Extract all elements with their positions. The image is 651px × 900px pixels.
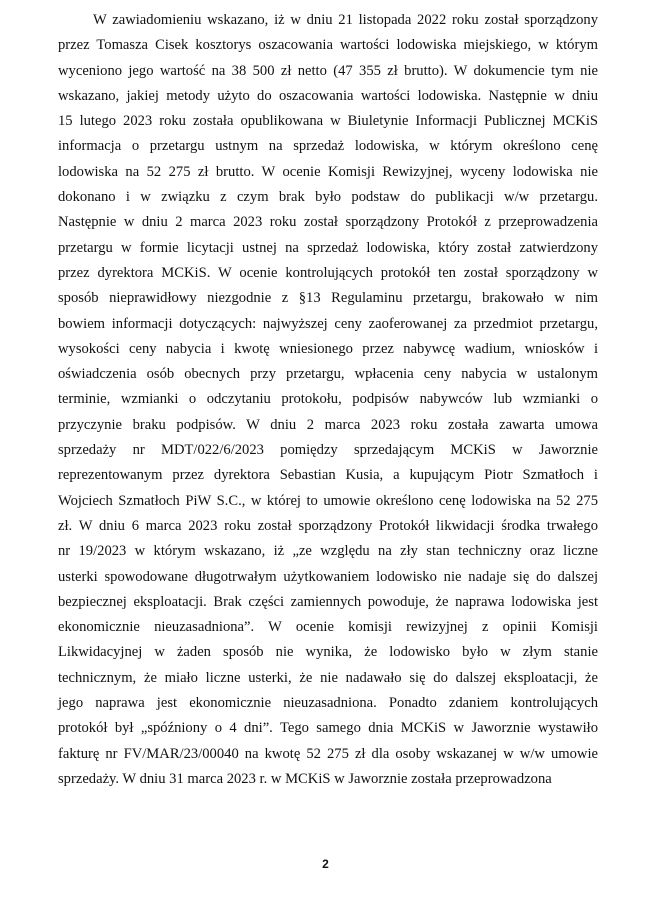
body-text xyxy=(58,8,598,792)
text-line: wysokości ceny nabycia i kwotę wniesionego przez nabywcę wadium, wniosków i xyxy=(58,340,598,357)
text-line: przetargu w formie licytacji ustnej na sprzedaż lodowiska, który został zatwierdzony xyxy=(58,239,598,256)
text-line: fakturę nr FV/MAR/23/00040 na kwotę 52 275 zł dla osoby wskazanej w w/w umowie xyxy=(58,745,598,762)
text-line: informacja o przetargu ustnym na sprzedaż lodowiska, w którym określono cenę xyxy=(58,138,598,155)
text-line: protokół był „spóźniony o 4 dni”. Tego samego dnia MCKiS w Jaworznie wystawiło xyxy=(58,720,598,737)
text-line: bezpiecznej eksploatacji. Brak części zamiennych powoduje, że naprawa lodowiska jest xyxy=(58,593,598,610)
page-number: 2 xyxy=(322,857,329,871)
text-line: sposób nieprawidłowy niezgodnie z §13 Regulaminu przetargu, brakowało w nim xyxy=(58,290,598,307)
text-line: lodowiska na 52 275 zł brutto. W ocenie Komisji Rewizyjnej, wyceny lodowiska nie xyxy=(58,163,598,180)
text-line: technicznym, że miało liczne usterki, że nie nadawało się do dalszej eksploatacji, że xyxy=(58,669,598,686)
text-line: Likwidacyjnej w żaden sposób nie wynika, że lodowisko było w złym stanie xyxy=(58,644,598,661)
text-line: wyceniono jego wartość na 38 500 zł netto (47 355 zł brutto). W dokumencie tym nie xyxy=(58,62,598,79)
text-line: przyczynie braku podpisów. W dniu 2 marca 2023 roku została zawarta umowa xyxy=(58,416,598,433)
text-line: przez dyrektora MCKiS. W ocenie kontrolujących protokół ten został sporządzony w xyxy=(58,264,598,281)
text-line: ekonomicznie nieuzasadniona”. W ocenie komisji rewizyjnej z opinii Komisji xyxy=(58,619,598,636)
text-line: sprzedaży nr MDT/022/6/2023 pomiędzy sprzedającym MCKiS w Jaworznie xyxy=(58,442,598,459)
text-line: bowiem informacji dotyczących: najwyższej ceny zaoferowanej za przedmiot przetargu, xyxy=(58,315,598,332)
text-line: nr 19/2023 w którym wskazano, iż „ze względu na zły stan techniczny oraz liczne xyxy=(58,543,598,560)
text-line: W zawiadomieniu wskazano, iż w dniu 21 listopada 2022 roku został sporządzony xyxy=(93,12,598,28)
text-line: terminie, wzmianki o odczytaniu protokołu, podpisów nabywców lub wzmianki o xyxy=(58,391,598,408)
text-line: zł. W dniu 6 marca 2023 roku został sporządzony Protokół likwidacji środka trwałego xyxy=(58,517,598,534)
text-line: wskazano, jakiej metody użyto do oszacowania wartości lodowiska. Następnie w dniu xyxy=(58,87,598,104)
text-line: Następnie w dniu 2 marca 2023 roku został sporządzony Protokół z przeprowadzenia xyxy=(58,214,598,231)
text-line: reprezentowanym przez dyrektora Sebastian Kusia, a kupującym Piotr Szmatłoch i xyxy=(58,467,598,484)
text-line: oświadczenia osób obecnych przy przetargu, wpłacenia ceny nabycia w ustalonym xyxy=(58,366,598,383)
text-line: jego naprawa jest ekonomicznie nieuzasadniona. Ponadto zdaniem kontrolujących xyxy=(58,695,598,712)
text-line: usterki spowodowane długotrwałym użytkowaniem lodowisko nie nadaje się do dalszej xyxy=(58,568,598,585)
text-line: sprzedaży. W dniu 31 marca 2023 r. w MCKiS w Jaworznie została przeprowadzona xyxy=(58,770,552,787)
text-line: przez Tomasza Cisek kosztorys oszacowania wartości lodowiska miejskiego, w którym xyxy=(58,37,598,54)
text-line: 15 lutego 2023 roku została opublikowana w Biuletynie Informacji Publicznej MCKiS xyxy=(58,113,598,130)
text-line: Wojciech Szmatłoch PiW S.C., w której to umowie określono cenę lodowiska na 52 275 xyxy=(58,492,598,509)
text-line: dokonano i w związku z czym brak było podstaw do publikacji w/w przetargu. xyxy=(58,189,598,206)
